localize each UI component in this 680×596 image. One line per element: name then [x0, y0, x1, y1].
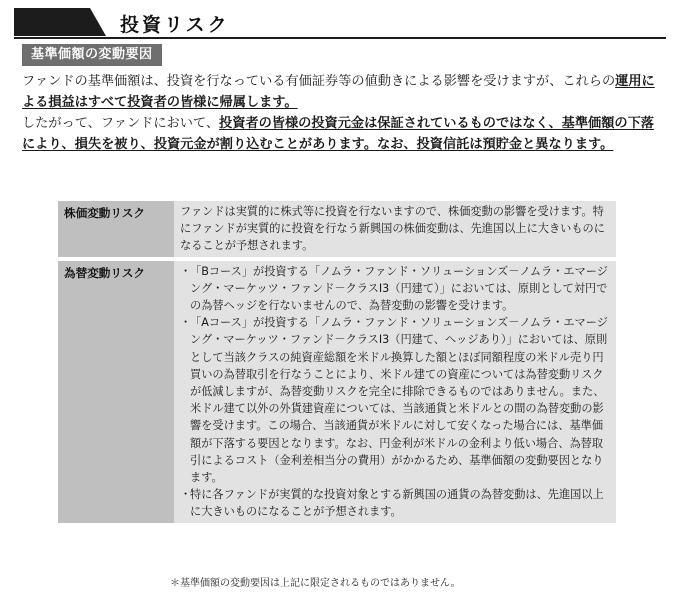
- list-item-text: 「Aコース」が投資する「ノムラ・ファンド・ソリューションズ－ノムラ・エマージング・マーケッツ・ファンド－クラスI3（円建て、ヘッジあり）」においては、原則として当該クラスの純資産総額を米ドル換算した額とほぼ同額程度の米ドル売り円買いの為替取引を行なうことにより、米ドル建ての資産については為替変動リスクが低減しますが、為替変動リスクを完全に排除できるものではありません。また、米ドル建て以外の外貨建資産については、当該通貨と米ドルとの間の為替変動の影響を受けます。この場合、当該通貨が米ドルに対して安くなった場合には、基準価額が下落する要因となります。なお、円金利が米ドルの金利より低い場合、為替取引によるコスト（金利差相当分の費用）がかかるため、基準価額の変動要因となります。: [190, 316, 608, 485]
- intro-p2-text: したがって、ファンドにおいて、: [22, 116, 220, 131]
- intro-p2-emphasis: 投資者の皆様の投資元金は保証されているものではなく、基準価額の下落により、損失を被り、投資元金が割り込むことがあります。なお、投資信託は預貯金と異なります。: [22, 116, 654, 152]
- intro-p1-text: ファンドの基準価額は、投資を行なっている有価証券等の値動きによる影響を受けますが、これらの: [22, 74, 616, 89]
- footnote: ＊基準価額の変動要因は上記に限定されるものではありません。: [170, 578, 461, 589]
- intro-paragraph-2: [22, 113, 662, 155]
- page-title: 投資リスク: [120, 14, 230, 36]
- risk-bullet-list: [180, 263, 610, 521]
- header-rule: [14, 37, 666, 39]
- bullet-glyph: ・: [180, 264, 192, 278]
- risk-table: [58, 201, 616, 523]
- header-decor-block: [14, 8, 106, 36]
- risk-description: [174, 259, 616, 523]
- intro-p1-emphasis: 運用による損益はすべて投資者の皆様に帰属します。: [22, 74, 655, 110]
- list-item-text: 特に各ファンドが実質的な投資対象とする新興国の通貨の為替変動は、先進国以上に大きいものになることが予想されます。: [190, 488, 604, 519]
- risk-description: ファンドは実質的に株式等に投資を行ないますので、株価変動の影響を受けます。特にファンドが実質的に投資を行なう新興国の株価変動は、先進国以上に大きいものになることが予想されます。: [174, 201, 616, 259]
- intro-paragraph-1: [22, 71, 662, 113]
- list-item: [180, 486, 610, 520]
- bullet-glyph: ・: [180, 316, 192, 330]
- risk-name: 株価変動リスク: [58, 201, 174, 259]
- risk-row-stock: [58, 201, 616, 259]
- list-item-text: 「Bコース」が投資する「ノムラ・ファンド・ソリューションズ－ノムラ・エマージング・マーケッツ・ファンド－クラスI3（円建て）」においては、原則として対円での為替ヘッジを行ないませんので、為替変動の影響を受けます。: [190, 264, 608, 313]
- section-header: [14, 8, 666, 38]
- bullet-glyph: ・: [180, 488, 192, 502]
- intro-text: [22, 71, 662, 155]
- risk-row-fx: [58, 259, 616, 523]
- section-label: 基準価額の変動要因: [22, 44, 162, 66]
- list-item: [180, 263, 610, 315]
- risk-name: 為替変動リスク: [58, 259, 174, 523]
- list-item: [180, 314, 610, 486]
